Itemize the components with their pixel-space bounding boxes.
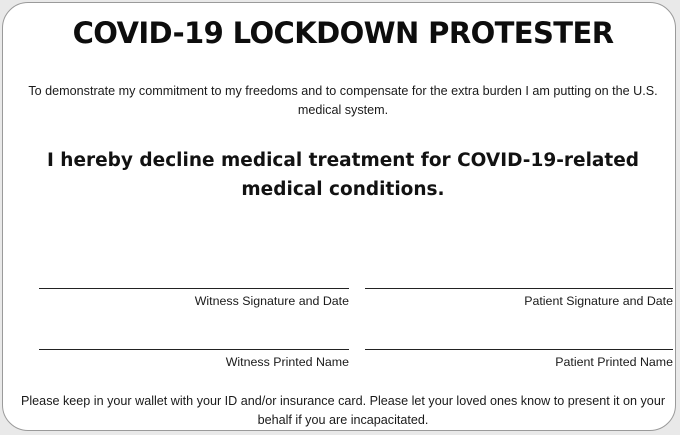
- patient-name-field[interactable]: [365, 349, 673, 373]
- footer-text: Please keep in your wallet with your ID and/or insurance card. Please let your loved ones know to present it on your behalf if you are incapacitated.: [20, 394, 666, 427]
- signature-line: [365, 288, 673, 289]
- witness-name-label: Witness Printed Name: [225, 355, 349, 369]
- signature-line: [39, 349, 349, 350]
- witness-signature-label: Witness Signature and Date: [194, 294, 349, 308]
- declaration-text: I hereby decline medical treatment for COVID-19-related medical conditions.: [46, 150, 640, 200]
- witness-signature-field[interactable]: [39, 288, 349, 312]
- signature-line: [365, 349, 673, 350]
- signature-line: [39, 288, 349, 289]
- card-title: COVID-19 LOCKDOWN PROTESTER: [72, 16, 614, 50]
- patient-name-label: Patient Printed Name: [555, 355, 673, 369]
- patient-signature-field[interactable]: [365, 288, 673, 312]
- card: [2, 2, 676, 431]
- patient-signature-label: Patient Signature and Date: [524, 294, 673, 308]
- witness-name-field[interactable]: [39, 349, 349, 373]
- intro-text: To demonstrate my commitment to my freedoms and to compensate for the extra burden I am putting on the U.S. medical system.: [28, 84, 658, 117]
